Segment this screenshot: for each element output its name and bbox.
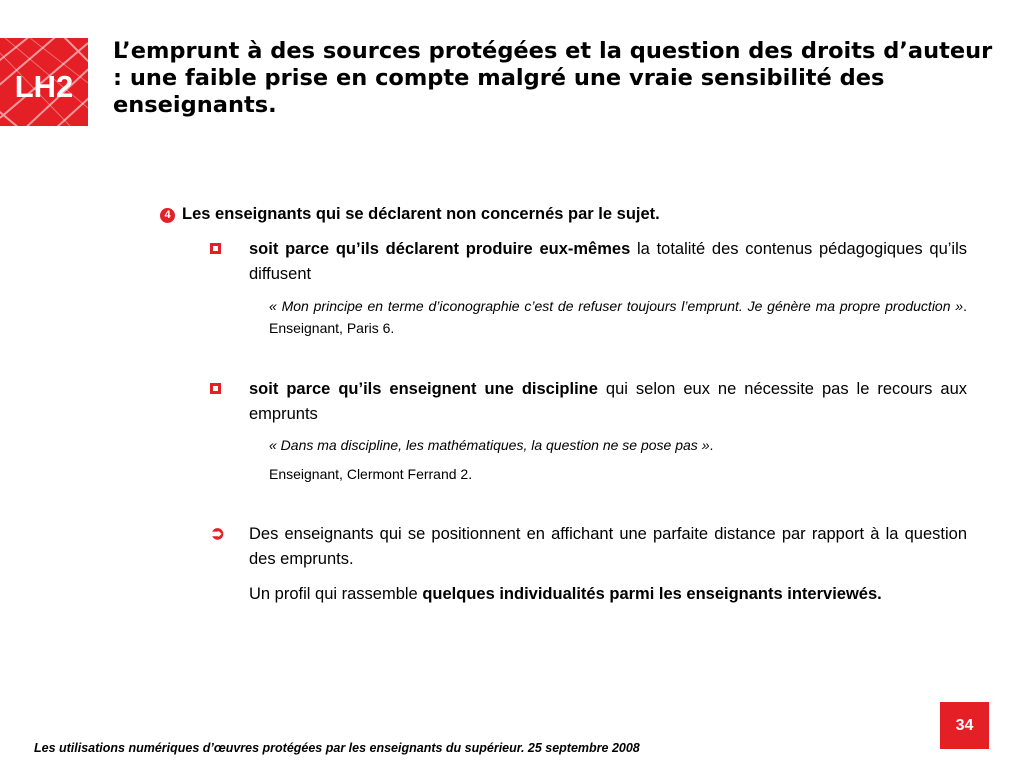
red-square-bullet-icon [210,243,221,254]
logo-text: LH2 [14,69,74,104]
list-item-3-profile-bold: quelques individualités parmi les enseignants interviewés. [422,585,882,603]
section-heading-text: Les enseignants qui se déclarent non concernés par le sujet. [182,205,660,223]
list-item-1-text: la totalité des contenus pédagogiques qu’ils diffusent [249,240,968,283]
list-item-1-bold: soit parce qu’ils déclarent produire eux-mêmes [249,240,631,258]
list-item-2-bold: soit parce qu’ils enseignent une discipline [249,380,598,398]
section-heading [160,205,660,224]
quote-1-source: . Enseignant, Paris 6. [269,298,967,336]
list-item-2-text: qui selon eux ne nécessite pas le recours aux emprunts [249,380,967,423]
list-item-3-profile-text: Un profil qui rassemble [249,585,423,603]
list-item-3: Des enseignants qui se positionnent en affichant une parfaite distance par rapport à la question des emprunts. [249,525,967,568]
list-item-3-profile [249,582,967,607]
curved-arrow-bullet-icon: ➲ [210,523,226,543]
quote-1 [269,295,967,339]
list-item-2 [249,377,967,427]
quote-2 [269,434,967,456]
logo-graphic [0,38,88,126]
page-number: 34 [940,702,989,749]
number-4-icon: 4 [160,208,175,223]
list-item-1 [249,237,967,287]
quote-2-end: . [709,437,714,453]
red-square-bullet-icon [210,383,221,394]
slide-title: L’emprunt à des sources protégées et la question des droits d’auteur : une faible prise en compte malgré une vraie sensibilité des enseignants. [113,38,993,118]
quote-2-source: Enseignant, Clermont Ferrand 2. [269,466,473,482]
lh2-logo [0,38,88,126]
footer-text: Les utilisations numériques d’œuvres protégées par les enseignants du supérieur. 25 septembre 2008 [34,741,640,755]
quote-1-text: « Mon principe en terme d’iconographie c’est de refuser toujours l’emprunt. Je génère ma propre production » [269,298,964,314]
quote-2-text: « Dans ma discipline, les mathématiques, la question ne se pose pas » [269,437,710,453]
